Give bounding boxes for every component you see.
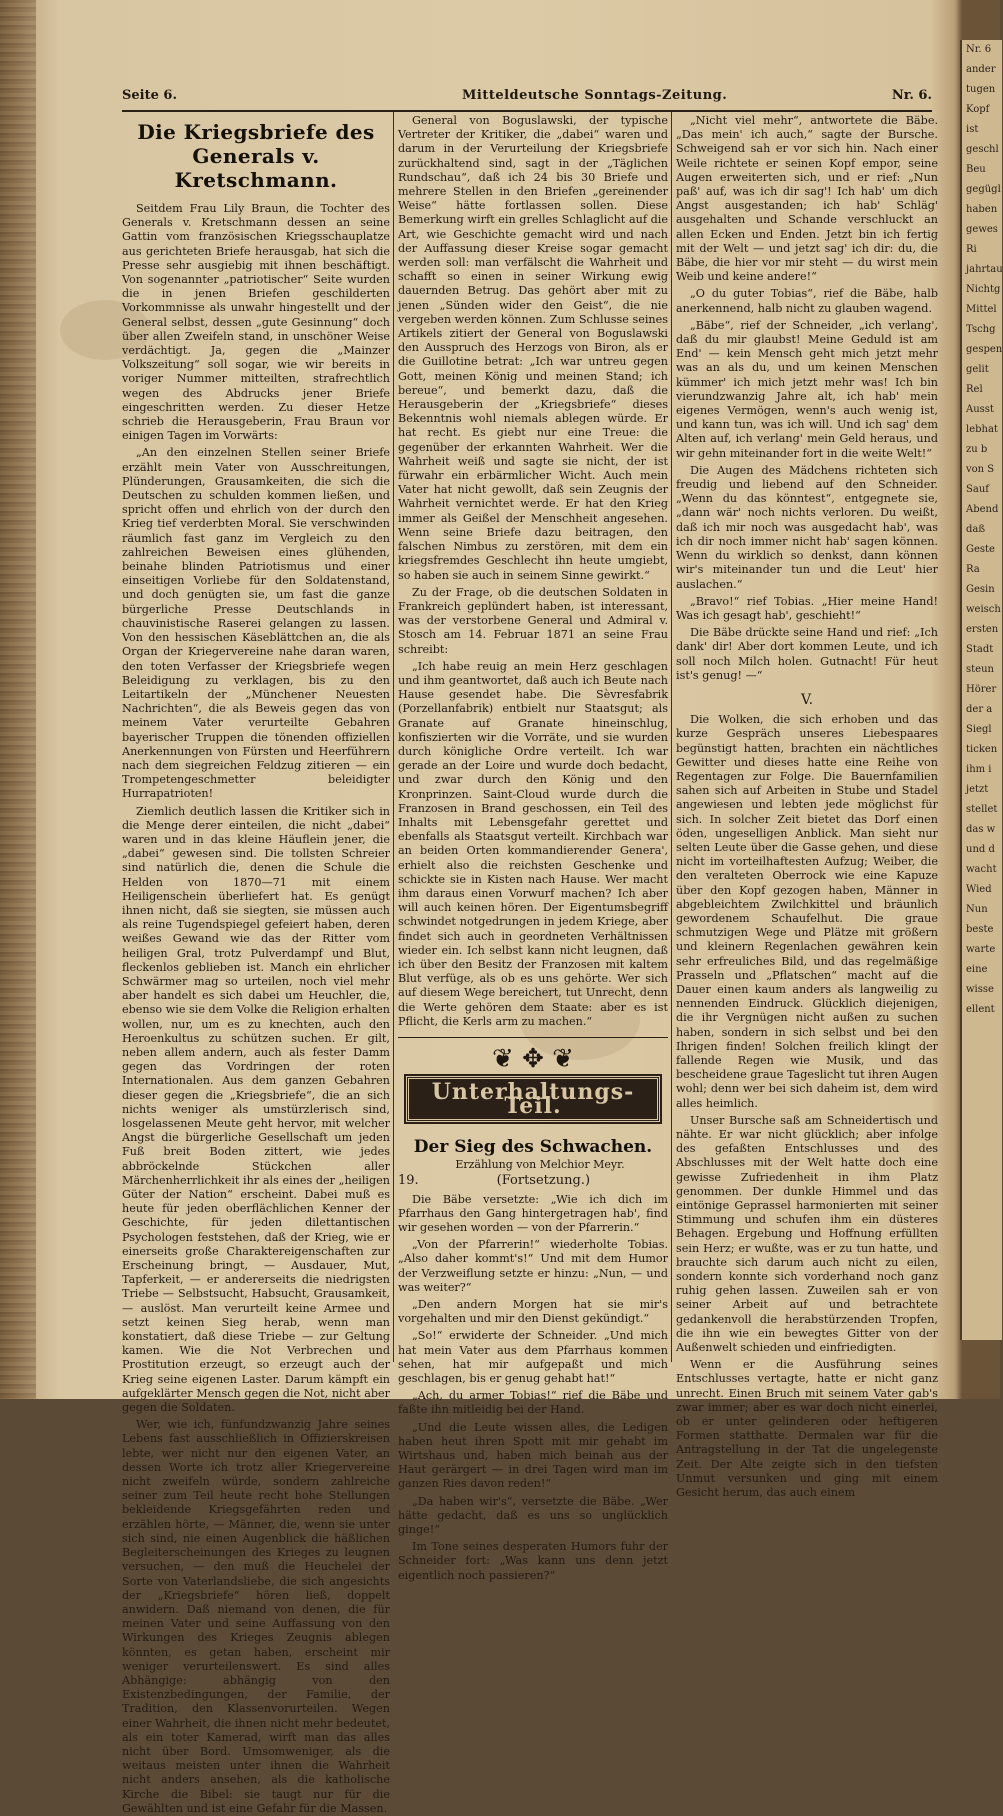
issue-number: Nr. 6.	[891, 88, 932, 103]
adjacent-page-fragment: haben	[966, 204, 998, 215]
story-paragraph: „Ach, du armer Tobias!“ rief die Bäbe und faßte ihn mitleidig bei der Hand.	[398, 1389, 668, 1417]
adjacent-page-fragment: der a	[966, 704, 993, 715]
adjacent-page-fragment: tugen	[966, 84, 996, 95]
story-paragraph: Wenn er die Ausführung seines Entschlusses vertagte, hatte er nicht ganz unrecht. Einen Bruch mit seinem Vater gab's zwar immer; aber es war doch nicht einerlei, ob er unter gelinderen oder heftigeren Formen statthatte. Dermalen war für die Antragstellung in der Tat die ungelegenste Zeit. Der Alte zeigte sich in den tiefsten Unmut versunken und ging mit einem Gesicht herum, das auch einem	[676, 1358, 938, 1500]
adjacent-page-fragment: Nr. 6	[966, 44, 992, 55]
column-rule	[671, 112, 672, 1362]
chapter-number: V.	[800, 691, 814, 708]
adjacent-page-fragment: jetzt	[966, 784, 989, 795]
story-title: Der Sieg des Schwachen.	[413, 1137, 653, 1157]
adjacent-page-edge	[960, 40, 1002, 1340]
story-paragraph: Die Bäbe drückte seine Hand und rief: „Ich dank' dir! Aber dort kommen Leute, und ich soll noch Milch holen. Gutnacht! Für heut ist's genug! —“	[676, 626, 938, 682]
article-paragraph: Seitdem Frau Lily Braun, die Tochter des Generals v. Kretschmann dessen an seine Gattin vom französischen Kriegsschauplatze aus gerichteten Briefe herausgab, hat sich die Presse sehr ausgiebig mit ihnen beschäftigt. Von sogenannter „patriotischer“ Seite wurden die in jenen Briefen geschilderten Vorkommnisse als unwahr hingestellt und der General selbst, dessen „gute Gesinnung“ doch über allen Zweifeln stand, in unschöner Weise verdächtigt. Ja, gegen die „Mainzer Volkszeitung“ soll sogar, wie wir bereits in voriger Nummer mitteilten, strafrechtlich wegen des Abdrucks jener Briefe eingeschritten werden. Zu dieser Hetze schrieb die Herausgeberin, Frau Braun vor einigen Tagen im Vorwärts:	[122, 202, 390, 443]
adjacent-page-fragment: ellent	[966, 1004, 995, 1015]
article-paragraph: Wer, wie ich, fünfundzwanzig Jahre seines Lebens fast ausschließlich in Offizierskreisen lebte, wer nicht nur den eigenen Vater, an dessen Worte ich trotz aller Kriegervereine nicht zweifeln würde, sondern zahlreiche seiner zum Teil heute recht hohe Stellungen bekleidende Kriegsgefährten reden und erzählen hörte, — Männer, die, wenn sie unter sich sind, nie einen Augenblick die häßlichen Begleiterscheinungen des Krieges zu leugnen versuchen, — den muß die Heuchelei der Sorte von Vaterlandsliebe, die sich angesichts der „Kriegsbriefe“ hören ließ, doppelt anwidern. Daß niemand von denen, die für meinen Vater und seine Auffassung von den Wirkungen des Krieges Zeugnis ablegen könnten, es getan haben, erscheint mir weniger verurteilenswert. Es sind alles Abhängige: abhängig von den Existenzbedingungen, der Familie, der Tradition, den Klassenvorurteilen. Wegen einer Wahrheit, die ihnen nicht mehr bedeutet, als ein toter Kamerad, wirft man das alles nicht über Bord. Umsomweniger, als die weitaus meisten unter ihnen die Wahrheit nicht anders ansehen, als die katholische Kirche die Bibel: sie taugt nur für die Gewählten und ist eine Gefahr für die Massen.	[122, 1418, 390, 1815]
adjacent-page-fragment: ersten	[966, 624, 999, 635]
newspaper-title: Mitteldeutsche Sonntags-Zeitung.	[462, 88, 728, 103]
story-paragraph: „O du guter Tobias“, rief die Bäbe, halb anerkennend, halb nicht zu glauben wagend.	[676, 287, 938, 315]
adjacent-page-fragment: Geste	[966, 544, 995, 555]
adjacent-page-fragment: gewes	[966, 224, 998, 235]
story-paragraph: „Und die Leute wissen alles, die Ledigen haben heut ihren Spott mit mir gehabt im Wirtshaus und, haben mich beinah aus der Haut gerärgert — in drei Tagen wird man im ganzen Ries davon reden!“	[398, 1420, 668, 1491]
story-author: Erzählung von Melchior Meyr.	[455, 1158, 625, 1172]
adjacent-page-fragment: Kopf	[966, 104, 990, 115]
adjacent-page-fragment: weisch	[966, 604, 1001, 615]
adjacent-page-fragment: von S	[966, 464, 995, 475]
adjacent-page-fragment: wisse	[966, 984, 994, 995]
story-paragraph: „So!“ erwiderte der Schneider. „Und mich hat mein Vater aus dem Pfarrhaus kommen sehen, hat mir aufgepaßt und mich geschlagen, bis er genug gehabt hat!“	[398, 1329, 668, 1386]
section-ornament	[406, 1046, 660, 1130]
section-title: Unterhaltungs-Teil.	[406, 1076, 660, 1122]
adjacent-page-fragment: Sauf	[966, 484, 989, 495]
column-2	[398, 114, 668, 1582]
page-number: Seite 6.	[122, 88, 177, 103]
adjacent-page-fragment: wacht	[966, 864, 997, 875]
article-paragraph: General von Boguslawski, der typische Vertreter der Kritiker, die „dabei“ waren und darum in der Verurteilung der Kriegsbriefe zurückhaltend sind, sagt in der „Täglichen Rundschau“, daß ich 24 bis 30 Briefe und mehrere Stellen in den Briefen „gereinender Weise“ hätte fortlassen sollen. Diese Bemerkung wirft ein grelles Schlaglicht auf die Art, wie Geschichte gemacht wird und nach der Auffassung dieser Kreise sogar gemacht werden soll: man verfälscht die Wahrheit und schafft so einen in seiner Wirkung ewig dauernden Betrug. Das gehört aber mit zu jenen „Sünden wider den Geist“, die nie vergeben werden können. Zum Schlusse seines Artikels zitiert der General von Boguslawski den Ausspruch des Herzogs von Biron, als er die Guillotine betrat: „Ich war untreu gegen Gott, meinen König und meinen Stand; ich bereue“, und bemerkt dazu, daß die Herausgeberin der „Kriegsbriefe“ dieses Bekenntnis wohl niemals ablegen würde. Er hat recht. Es giebt nur eine Treue: die gegenüber der erkannten Wahrheit. Wer die Wahrheit weiß und sagte sie nicht, der ist fürwahr ein erbärmlicher Wicht. Auch mein Vater hat nicht gewollt, daß sein Zeugnis der Wahrheit vernichtet werde. Er hat den Krieg immer als Geißel der Menschheit angesehen. Wenn seine Briefe dazu beitragen, den falschen Nimbus zu zerstören, mit dem ein kriegsfremdes Geschlecht ihn heute umgiebt, so haben sie auch in seinem Sinne gewirkt.“	[398, 114, 668, 582]
article-paragraph: „An den einzelnen Stellen seiner Briefe erzählt mein Vater von Ausschreitungen, Plünderungen, Grausamkeiten, die sich die Deutschen zu schulden kommen ließen, und spricht offen und ehrlich von der durch den Krieg tief verderbten Moral. Sie verschwinden räumlich fast ganz im Vergleich zu den zahlreichen Beweisen eines glühenden, beinahe blinden Patriotismus und einer einseitigen Vorliebe für den Soldatenstand, und doch genügten sie, um fast die ganze bürgerliche Presse Deutschlands in chauvinistische Raserei gelangen zu lassen. Von den hessischen Käseblättchen an, die als Organ der Kriegervereine nahe daran waren, den toten Verfasser der Kriegsbriefe wegen Beleidigung zu verklagen, bis zu den Leitartikeln der „Münchener Neuesten Nachrichten“, die als Beweis gegen das von meinem Vater verurteilte Gebahren bayerischer Truppen die tönenden offiziellen Anerkennungen von Fürsten und Heerführern nach dem siegreichen Feldzug zitieren — ein Trompetengeschmetter beleidigter Hurrapatrioten!	[122, 446, 390, 801]
adjacent-page-fragment: Rel	[966, 384, 983, 395]
continuation-label: (Fortsetzung.)	[496, 1173, 591, 1189]
article-paragraph: Ziemlich deutlich lassen die Kritiker sich in die Menge derer einteilen, die nicht „dabei“ waren und in das kleine Häuflein jener, die „dabei“ gewesen sind. Die tollsten Schreier sind natürlich die, denen die Schule die Helden von 1870—71 mit einem Heiligenschein überliefert hat. Es genügt ihnen nicht, daß sie siegten, sie müssen auch als reine Tugendspiegel gefeiert haben, deren weißes Gewand wie das der Ritter vom heiligen Gral, trotz Pulverdampf und Blut, fleckenlos geblieben ist. Manch ein ehrlicher Schwärmer mag so urteilen, noch viel mehr aber handelt es sich dabei um Heuchler, die, ebenso wie sie dem Volke die Religion erhalten wollen, nur, um es zu knechten, auch den Heroenkultus zu schützen suchen. Er gilt, neben allem andern, auch als fester Damm gegen das Vordringen der roten Internationalen. Aus dem ganzen Gebahren dieser gegen die „Kriegsbriefe“, die an sich nichts weniger als umstürzlerisch sind, losgelassenen Meute geht hervor, mit welcher Angst die bürgerliche Gesellschaft um jeden Fuß breit Boden zittert, wie jedes abbröckelnde Stückchen aller Märchenherrlichkeit ihr als eines der „heiligen Güter der Nation“ erscheint. Dabei muß es heute für jeden oberflächlichen Kenner der Geschichte, für jeden dilettantischen Psychologen feststehen, daß der Krieg, wie er einerseits große Charaktereigenschaften zur Erscheinung bringt, — Ausdauer, Mut, Tapferkeit, — er andererseits die niedrigsten Triebe — Selbstsucht, Habsucht, Grausamkeit, — auslöst. Man verurteilt keine Armee und setzt keinen Sieg herab, wenn man konstatiert, daß diese Triebe — zur Geltung kamen. Wie die Not Verbrechen und Prostitution erzeugt, so erzeugt auch der Krieg seine eigenen Laster. Darum kämpft ein aufgeklärter Mensch gegen die Not, nicht aber gegen die Soldaten.	[122, 804, 390, 1415]
adjacent-page-fragment: gelit	[966, 364, 989, 375]
adjacent-page-fragment: zu b	[966, 444, 988, 455]
story-paragraph: Die Augen des Mädchens richteten sich freudig und liebend auf den Schneider. „Wenn du das könntest“, entgegnete sie, „dann wär' noch nichts verloren. Du weißt, daß ich mir noch was ausgedacht hab', was ich dir noch immer nicht hab' sagen können. Wenn du wirklich so denkst, dann können wir's miteinander tun und die Leut' hier auslachen.“	[676, 463, 938, 591]
column-3	[676, 114, 938, 1500]
adjacent-page-fragment: ihm i	[966, 764, 992, 775]
adjacent-page-fragment: geschl	[966, 144, 999, 155]
binding-spine	[0, 0, 36, 1399]
adjacent-page-fragment: gespen	[966, 344, 1003, 355]
adjacent-page-fragment: Mittel	[966, 304, 997, 315]
adjacent-page-fragment: und d	[966, 844, 995, 855]
adjacent-page-fragment: Wied	[966, 884, 992, 895]
story-paragraph: „Von der Pfarrerin!“ wiederholte Tobias. „Also daher kommt's!“ Und mit dem Humor der Verzweiflung setzte er hinzu: „Nun, — und was weiter?“	[398, 1238, 668, 1294]
divider	[398, 1037, 668, 1038]
adjacent-page-fragment: Nun	[966, 904, 988, 915]
adjacent-page-fragment: steun	[966, 664, 994, 675]
adjacent-page-fragment: Beu	[966, 164, 986, 175]
adjacent-page-fragment: ander	[966, 64, 996, 75]
adjacent-page-fragment: lebhat	[966, 424, 998, 435]
article-paragraph: Zu der Frage, ob die deutschen Soldaten in Frankreich geplündert haben, ist interessant, was der verstorbene General und Admiral v. Stosch am 14. Februar 1871 an seine Frau schreibt:	[398, 585, 668, 656]
adjacent-page-fragment: ticken	[966, 744, 998, 755]
adjacent-page-fragment: Siegl	[966, 724, 992, 735]
story-paragraph: „Bäbe“, rief der Schneider, „ich verlang', daß du mir glaubst! Meine Geduld ist am End' — kein Mensch geht mich jetzt mehr was an als du, und um keinen Menschen kümmer' ich mich jetzt mehr was! Ich bin vierundzwanzig Jahre alt, ich hab' mein eigenes Vermögen, wenn's auch wenig ist, und kann tun, was ich will. Und ich sag' dem Alten auf, ich verlang' mein Geld heraus, und wir gehn miteinander fort in die weite Welt!“	[676, 318, 938, 460]
adjacent-page-fragment: Ausst	[966, 404, 994, 415]
adjacent-page-fragment: Hörer	[966, 684, 997, 695]
page-header	[122, 84, 932, 112]
adjacent-page-fragment: ist	[966, 124, 979, 135]
story-paragraph: Unser Bursche saß am Schneidertisch und nähte. Er war nicht glücklich; aber infolge des gefaßten Entschlusses und des Abschlusses mit der Welt hatte doch eine gewisse Zufriedenheit in ihm Platz genommen. Der dunkle Himmel und das eintönige Geprassel harmonierten mit seiner Stimmung und schufen ihm ein düsteres Behagen. Ergebung und Hoffnung erfüllten sein Herz; er wußte, was er zu tun hatte, und brauchte sich darum auch nicht zu eilen, sondern konnte sich vorderhand noch ganz ruhig gehen lassen. Zuweilen sah er von seiner Arbeit auf und betrachtete gedankenvoll die herabstürzenden Tropfen, die ihn wie ein bewegtes Gitter von der Außenwelt schieden und einfriedigten.	[676, 1113, 938, 1355]
adjacent-page-fragment: Tschg	[966, 324, 996, 335]
story-paragraph: „Da haben wir's“, versetzte die Bäbe. „Wer hätte gedacht, daß es uns so unglücklich ginge!“	[398, 1494, 668, 1537]
adjacent-page-fragment: Abend	[966, 504, 999, 515]
adjacent-page-fragment: jahrtau	[966, 264, 1003, 275]
article-paragraph: „Ich habe reuig an mein Herz geschlagen und ihm geantwortet, daß auch ich Beute nach Hause gesendet habe. Die Sèvresfabrik (Porzellanfabrik) entbielt nur Staatsgut; als Granate auf Granate hineinschlug, konfiszierten wir die Vorräte, und sie wurden durch königliche Ordre verteilt. Ich war gerade an der Loire und wurde doch bedacht, und zwar durch den König und den Kronprinzen. Saint-Cloud wurde durch die Franzosen in Brand geschossen, ein Teil des Inhalts mit Lebensgefahr gerettet und ebenfalls als Staatsgut verteilt. Kirchbach war an beiden Orten kommandierender Genera', erhielt also die reichsten Geschenke und schickte sie in Kisten nach Hause. Wer macht ihm daraus einen Vorwurf machen? Ich aber will auch keinen hören. Der Eigentumsbegriff schwindet notgedrungen in jedem Kriege, aber findet sich auch in geordneten Verhältnissen wieder ein. Ich selbst kann nicht leugnen, daß ich über den Besitz der Franzosen mit kaltem Blut verfüge, als ob es uns gehörte. Wer sich auf diesem Wege bereichert, tut Unrecht, denn die Werte gehören dem Staate: aber es ist Pflicht, die Kerls arm zu machen.“	[398, 659, 668, 1028]
adjacent-page-fragment: Nichtg	[966, 284, 1001, 295]
story-paragraph: Die Bäbe versetzte: „Wie ich dich im Pfarrhaus den Gang hintergetragen hab', find wir gesehen worden — von der Pfarrerin.“	[398, 1192, 668, 1235]
adjacent-page-fragment: beste	[966, 924, 994, 935]
column-1	[122, 114, 390, 1815]
article-title: Die Kriegsbriefe des Generals v. Kretschmann.	[137, 120, 375, 192]
adjacent-page-fragment: Gesin	[966, 584, 995, 595]
adjacent-page-fragment: stellet	[966, 804, 998, 815]
story-paragraph: „Den andern Morgen hat sie mir's vorgehalten und mir den Dienst gekündigt.“	[398, 1298, 668, 1326]
flourish-icon: ❦ ✥ ❦	[492, 1044, 574, 1074]
adjacent-page-fragment: eine	[966, 964, 988, 975]
story-paragraph: Die Wolken, die sich erhoben und das kurze Gespräch unseres Liebespaares begünstigt hatten, brachten ein nächtliches Gewitter und dieses hatte eine Reihe von Regentagen zur Folge. Die Bauernfamilien sahen sich auf Arbeiten in Stube und Stadel angewiesen und lebten jede möglichst für sich. In solcher Zeit bietet das Dorf einen öden, ungeselligen Anblick. Man sieht nur selten Leute über die Gasse gehen, und diese nicht im vorteilhaftesten Aufzug; Weiber, die den veralteten Oberrock wie eine Kapuze über den Kopf gezogen haben, Männer in abgebleichtem Zwilchkittel und bräunlich gewordenem Schaufelhut. Die graue schmutzigen Wege und Plätze mit größern und kleinern Regenlachen gewähren kein sehr erfreuliches Bild, und das regelmäßige Prasseln und „Pflatschen“ macht auf die Dauer einen kaum anders als langweilig zu nennenden Eindruck. Glücklich diejenigen, die ihr Vergnügen nicht außen zu suchen haben, sondern in sich selbst und bei den Ihrigen finden! Solchen freilich klingt der fallende Regen wie Musik, und das bescheidene graue Tageslicht tut ihren Augen wohl; denn wer bei sich daheim ist, dem wird alles heimlich.	[676, 713, 938, 1110]
adjacent-page-fragment: Ra	[966, 564, 980, 575]
story-paragraph: „Nicht viel mehr“, antwortete die Bäbe. „Das mein' ich auch,“ sagte der Bursche. Schweigend sah er vor sich hin. Nach einer Weile richtete er seinen Kopf empor, seine Augen erweiterten sich, und er rief: „Nun paß' auf, was ich dir sag'! Ich hab' um dich Angst ausgestanden; ich hab' Schläg' ausgehalten und Schande verschluckt an allen Ecken und Enden. Jetzt bin ich fertig mit der Welt — und jetzt sag' ich dir: du, die Bäbe, die hier vor mir steht — du wirst mein Weib und keine andere!“	[676, 114, 938, 284]
adjacent-page-fragment: Ri	[966, 244, 977, 255]
column-rule	[393, 112, 394, 1362]
adjacent-page-fragment: gegügl	[966, 184, 1001, 195]
story-paragraph: „Bravo!“ rief Tobias. „Hier meine Hand! Was ich gesagt hab', geschieht!“	[676, 594, 938, 622]
story-installment	[398, 1174, 668, 1188]
adjacent-page-fragment: Stadt	[966, 644, 994, 655]
installment-number: 19.	[398, 1173, 419, 1189]
adjacent-page-fragment: das w	[966, 824, 996, 835]
adjacent-page-fragment: warte	[966, 944, 996, 955]
story-paragraph: Im Tone seines desperaten Humors fuhr der Schneider fort: „Was kann uns denn jetzt eigentlich noch passieren?“	[398, 1540, 668, 1582]
adjacent-page-fragment: daß	[966, 524, 986, 535]
